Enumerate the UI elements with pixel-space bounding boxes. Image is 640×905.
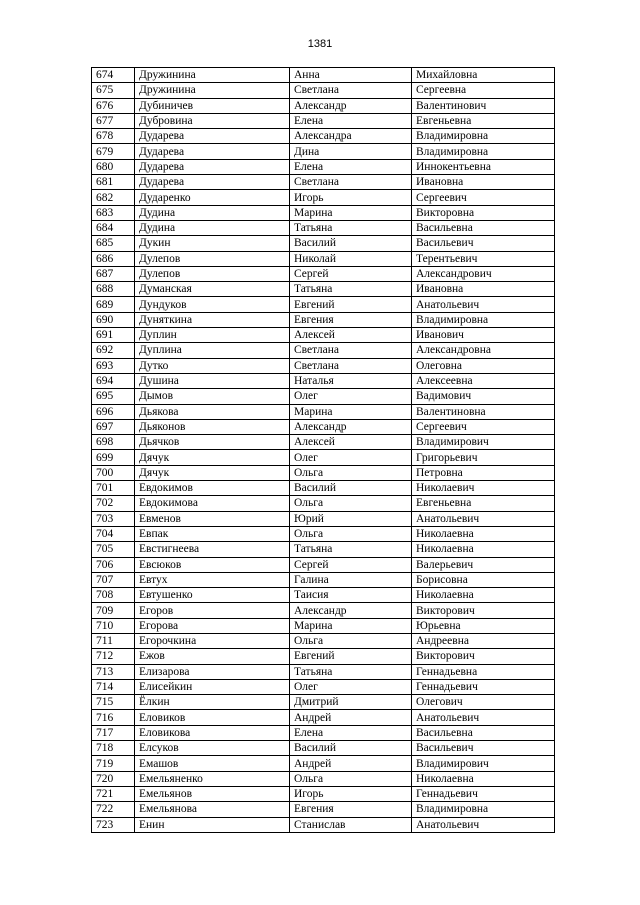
first-name-cell: Александр (290, 98, 412, 113)
table-row (92, 68, 555, 83)
table-row (92, 741, 555, 756)
table-row (92, 343, 555, 358)
patronymic-cell: Иннокентьевна (412, 159, 555, 174)
table-row (92, 236, 555, 251)
first-name-cell: Василий (290, 236, 412, 251)
row-number-cell: 711 (92, 633, 135, 648)
surname-cell: Емельянова (135, 802, 290, 817)
patronymic-cell: Валентинович (412, 98, 555, 113)
row-number-cell: 690 (92, 312, 135, 327)
row-number-cell: 708 (92, 588, 135, 603)
patronymic-cell: Терентьевич (412, 251, 555, 266)
table-row (92, 190, 555, 205)
table-row (92, 557, 555, 572)
row-number-cell: 679 (92, 144, 135, 159)
first-name-cell: Светлана (290, 343, 412, 358)
row-number-cell: 721 (92, 786, 135, 801)
surname-cell: Душина (135, 373, 290, 388)
patronymic-cell: Сергеевич (412, 419, 555, 434)
row-number-cell: 705 (92, 542, 135, 557)
patronymic-cell: Геннадьевич (412, 786, 555, 801)
first-name-cell: Василий (290, 481, 412, 496)
row-number-cell: 707 (92, 572, 135, 587)
row-number-cell: 697 (92, 419, 135, 434)
table-row (92, 756, 555, 771)
row-number-cell: 692 (92, 343, 135, 358)
row-number-cell: 687 (92, 266, 135, 281)
first-name-cell: Анна (290, 68, 412, 83)
row-number-cell: 686 (92, 251, 135, 266)
table-row (92, 465, 555, 480)
patronymic-cell: Ивановна (412, 175, 555, 190)
row-number-cell: 698 (92, 435, 135, 450)
surname-cell: Елсуков (135, 741, 290, 756)
first-name-cell: Евгений (290, 297, 412, 312)
surname-cell: Дубровина (135, 113, 290, 128)
table-row (92, 404, 555, 419)
patronymic-cell: Викторович (412, 649, 555, 664)
row-number-cell: 685 (92, 236, 135, 251)
patronymic-cell: Николаевич (412, 481, 555, 496)
row-number-cell: 680 (92, 159, 135, 174)
surname-cell: Евменов (135, 511, 290, 526)
patronymic-cell: Анатольевич (412, 710, 555, 725)
first-name-cell: Ольга (290, 526, 412, 541)
table-row (92, 710, 555, 725)
first-name-cell: Ольга (290, 633, 412, 648)
surname-cell: Елисейкин (135, 679, 290, 694)
patronymic-cell: Анатольевич (412, 297, 555, 312)
row-number-cell: 689 (92, 297, 135, 312)
row-number-cell: 715 (92, 695, 135, 710)
patronymic-cell: Андреевна (412, 633, 555, 648)
patronymic-cell: Олегович (412, 695, 555, 710)
table-row (92, 328, 555, 343)
surname-cell: Дулепов (135, 251, 290, 266)
first-name-cell: Олег (290, 450, 412, 465)
row-number-cell: 713 (92, 664, 135, 679)
surname-cell: Дударева (135, 144, 290, 159)
patronymic-cell: Александровна (412, 343, 555, 358)
surname-cell: Дукин (135, 236, 290, 251)
row-number-cell: 703 (92, 511, 135, 526)
first-name-cell: Евгений (290, 649, 412, 664)
patronymic-cell: Григорьевич (412, 450, 555, 465)
surname-cell: Думанская (135, 282, 290, 297)
table-row (92, 83, 555, 98)
row-number-cell: 683 (92, 205, 135, 220)
table-row (92, 496, 555, 511)
row-number-cell: 704 (92, 526, 135, 541)
row-number-cell: 695 (92, 389, 135, 404)
surname-cell: Емашов (135, 756, 290, 771)
patronymic-cell: Владимировна (412, 144, 555, 159)
patronymic-cell: Геннадьевич (412, 679, 555, 694)
first-name-cell: Елена (290, 159, 412, 174)
table-row (92, 98, 555, 113)
row-number-cell: 702 (92, 496, 135, 511)
first-name-cell: Сергей (290, 557, 412, 572)
row-number-cell: 677 (92, 113, 135, 128)
row-number-cell: 694 (92, 373, 135, 388)
patronymic-cell: Васильевна (412, 725, 555, 740)
first-name-cell: Евгения (290, 802, 412, 817)
patronymic-cell: Олеговна (412, 358, 555, 373)
first-name-cell: Александр (290, 603, 412, 618)
patronymic-cell: Владимировна (412, 129, 555, 144)
first-name-cell: Алексей (290, 435, 412, 450)
first-name-cell: Андрей (290, 756, 412, 771)
row-number-cell: 684 (92, 220, 135, 235)
name-list-table (91, 67, 555, 833)
patronymic-cell: Владимировна (412, 312, 555, 327)
table-row (92, 511, 555, 526)
surname-cell: Евсюков (135, 557, 290, 572)
patronymic-cell: Геннадьевна (412, 664, 555, 679)
surname-cell: Дударенко (135, 190, 290, 205)
table-row (92, 603, 555, 618)
table-row (92, 205, 555, 220)
patronymic-cell: Николаевна (412, 542, 555, 557)
first-name-cell: Татьяна (290, 542, 412, 557)
patronymic-cell: Сергеевич (412, 190, 555, 205)
table-row (92, 725, 555, 740)
patronymic-cell: Сергеевна (412, 83, 555, 98)
first-name-cell: Таисия (290, 588, 412, 603)
surname-cell: Ёлкин (135, 695, 290, 710)
surname-cell: Енин (135, 817, 290, 832)
row-number-cell: 674 (92, 68, 135, 83)
patronymic-cell: Валерьевич (412, 557, 555, 572)
surname-cell: Дружинина (135, 68, 290, 83)
surname-cell: Дундуков (135, 297, 290, 312)
table-row (92, 542, 555, 557)
table-row (92, 679, 555, 694)
row-number-cell: 722 (92, 802, 135, 817)
first-name-cell: Дина (290, 144, 412, 159)
surname-cell: Дружинина (135, 83, 290, 98)
table-row (92, 771, 555, 786)
table-row (92, 786, 555, 801)
table-row (92, 633, 555, 648)
patronymic-cell: Ивановна (412, 282, 555, 297)
surname-cell: Дячук (135, 465, 290, 480)
first-name-cell: Марина (290, 205, 412, 220)
first-name-cell: Светлана (290, 358, 412, 373)
surname-cell: Дьякова (135, 404, 290, 419)
surname-cell: Дуплин (135, 328, 290, 343)
first-name-cell: Светлана (290, 83, 412, 98)
first-name-cell: Ольга (290, 496, 412, 511)
first-name-cell: Александр (290, 419, 412, 434)
surname-cell: Егоров (135, 603, 290, 618)
row-number-cell: 717 (92, 725, 135, 740)
patronymic-cell: Николаевна (412, 588, 555, 603)
first-name-cell: Александра (290, 129, 412, 144)
surname-cell: Евпак (135, 526, 290, 541)
table-row (92, 159, 555, 174)
table-row (92, 113, 555, 128)
table-row (92, 297, 555, 312)
patronymic-cell: Михайловна (412, 68, 555, 83)
surname-cell: Емельяненко (135, 771, 290, 786)
first-name-cell: Татьяна (290, 220, 412, 235)
name-list-body (92, 68, 555, 833)
first-name-cell: Евгения (290, 312, 412, 327)
patronymic-cell: Викторович (412, 603, 555, 618)
table-row (92, 481, 555, 496)
row-number-cell: 700 (92, 465, 135, 480)
first-name-cell: Василий (290, 741, 412, 756)
patronymic-cell: Петровна (412, 465, 555, 480)
row-number-cell: 682 (92, 190, 135, 205)
table-row (92, 175, 555, 190)
patronymic-cell: Владимирович (412, 435, 555, 450)
first-name-cell: Галина (290, 572, 412, 587)
row-number-cell: 706 (92, 557, 135, 572)
first-name-cell: Алексей (290, 328, 412, 343)
patronymic-cell: Владимировна (412, 802, 555, 817)
surname-cell: Евстигнеева (135, 542, 290, 557)
table-row (92, 588, 555, 603)
row-number-cell: 709 (92, 603, 135, 618)
row-number-cell: 723 (92, 817, 135, 832)
patronymic-cell: Анатольевич (412, 511, 555, 526)
first-name-cell: Татьяна (290, 664, 412, 679)
table-row (92, 450, 555, 465)
row-number-cell: 675 (92, 83, 135, 98)
row-number-cell: 701 (92, 481, 135, 496)
table-row (92, 618, 555, 633)
table-row (92, 220, 555, 235)
table-row (92, 266, 555, 281)
first-name-cell: Олег (290, 679, 412, 694)
surname-cell: Евтух (135, 572, 290, 587)
first-name-cell: Елена (290, 725, 412, 740)
surname-cell: Ежов (135, 649, 290, 664)
patronymic-cell: Евгеньевна (412, 496, 555, 511)
table-row (92, 649, 555, 664)
first-name-cell: Наталья (290, 373, 412, 388)
patronymic-cell: Евгеньевна (412, 113, 555, 128)
patronymic-cell: Юрьевна (412, 618, 555, 633)
row-number-cell: 716 (92, 710, 135, 725)
patronymic-cell: Николаевна (412, 526, 555, 541)
first-name-cell: Марина (290, 404, 412, 419)
row-number-cell: 710 (92, 618, 135, 633)
surname-cell: Еловиков (135, 710, 290, 725)
first-name-cell: Марина (290, 618, 412, 633)
table-row (92, 802, 555, 817)
row-number-cell: 691 (92, 328, 135, 343)
patronymic-cell: Валентиновна (412, 404, 555, 419)
table-row (92, 817, 555, 832)
table-row (92, 664, 555, 679)
table-row (92, 312, 555, 327)
surname-cell: Дымов (135, 389, 290, 404)
table-row (92, 695, 555, 710)
patronymic-cell: Вадимович (412, 389, 555, 404)
row-number-cell: 688 (92, 282, 135, 297)
row-number-cell: 693 (92, 358, 135, 373)
row-number-cell: 696 (92, 404, 135, 419)
surname-cell: Дударева (135, 129, 290, 144)
surname-cell: Егорова (135, 618, 290, 633)
table-row (92, 373, 555, 388)
first-name-cell: Светлана (290, 175, 412, 190)
surname-cell: Дьяконов (135, 419, 290, 434)
table-row (92, 526, 555, 541)
first-name-cell: Игорь (290, 786, 412, 801)
table-row (92, 435, 555, 450)
surname-cell: Дудина (135, 220, 290, 235)
row-number-cell: 678 (92, 129, 135, 144)
first-name-cell: Николай (290, 251, 412, 266)
row-number-cell: 719 (92, 756, 135, 771)
first-name-cell: Юрий (290, 511, 412, 526)
patronymic-cell: Владимирович (412, 756, 555, 771)
first-name-cell: Дмитрий (290, 695, 412, 710)
surname-cell: Евдокимова (135, 496, 290, 511)
table-row (92, 389, 555, 404)
patronymic-cell: Александрович (412, 266, 555, 281)
table-row (92, 572, 555, 587)
first-name-cell: Олег (290, 389, 412, 404)
patronymic-cell: Алексеевна (412, 373, 555, 388)
surname-cell: Дуняткина (135, 312, 290, 327)
table-row (92, 144, 555, 159)
surname-cell: Дуплина (135, 343, 290, 358)
row-number-cell: 699 (92, 450, 135, 465)
patronymic-cell: Николаевна (412, 771, 555, 786)
surname-cell: Емельянов (135, 786, 290, 801)
row-number-cell: 714 (92, 679, 135, 694)
surname-cell: Евтушенко (135, 588, 290, 603)
row-number-cell: 676 (92, 98, 135, 113)
table-row (92, 251, 555, 266)
table-row (92, 419, 555, 434)
patronymic-cell: Васильевна (412, 220, 555, 235)
surname-cell: Дудина (135, 205, 290, 220)
surname-cell: Елизарова (135, 664, 290, 679)
surname-cell: Дубиничев (135, 98, 290, 113)
first-name-cell: Елена (290, 113, 412, 128)
first-name-cell: Ольга (290, 771, 412, 786)
surname-cell: Егорочкина (135, 633, 290, 648)
first-name-cell: Сергей (290, 266, 412, 281)
patronymic-cell: Борисовна (412, 572, 555, 587)
row-number-cell: 681 (92, 175, 135, 190)
surname-cell: Еловикова (135, 725, 290, 740)
row-number-cell: 718 (92, 741, 135, 756)
first-name-cell: Ольга (290, 465, 412, 480)
surname-cell: Дьячков (135, 435, 290, 450)
first-name-cell: Андрей (290, 710, 412, 725)
patronymic-cell: Викторовна (412, 205, 555, 220)
surname-cell: Евдокимов (135, 481, 290, 496)
surname-cell: Дулепов (135, 266, 290, 281)
first-name-cell: Игорь (290, 190, 412, 205)
first-name-cell: Станислав (290, 817, 412, 832)
patronymic-cell: Васильевич (412, 741, 555, 756)
patronymic-cell: Иванович (412, 328, 555, 343)
surname-cell: Дутко (135, 358, 290, 373)
patronymic-cell: Анатольевич (412, 817, 555, 832)
page-number: 1381 (307, 38, 333, 50)
row-number-cell: 720 (92, 771, 135, 786)
table-row (92, 129, 555, 144)
table-row (92, 358, 555, 373)
surname-cell: Дударева (135, 159, 290, 174)
surname-cell: Дячук (135, 450, 290, 465)
surname-cell: Дударева (135, 175, 290, 190)
table-row (92, 282, 555, 297)
first-name-cell: Татьяна (290, 282, 412, 297)
row-number-cell: 712 (92, 649, 135, 664)
patronymic-cell: Васильевич (412, 236, 555, 251)
